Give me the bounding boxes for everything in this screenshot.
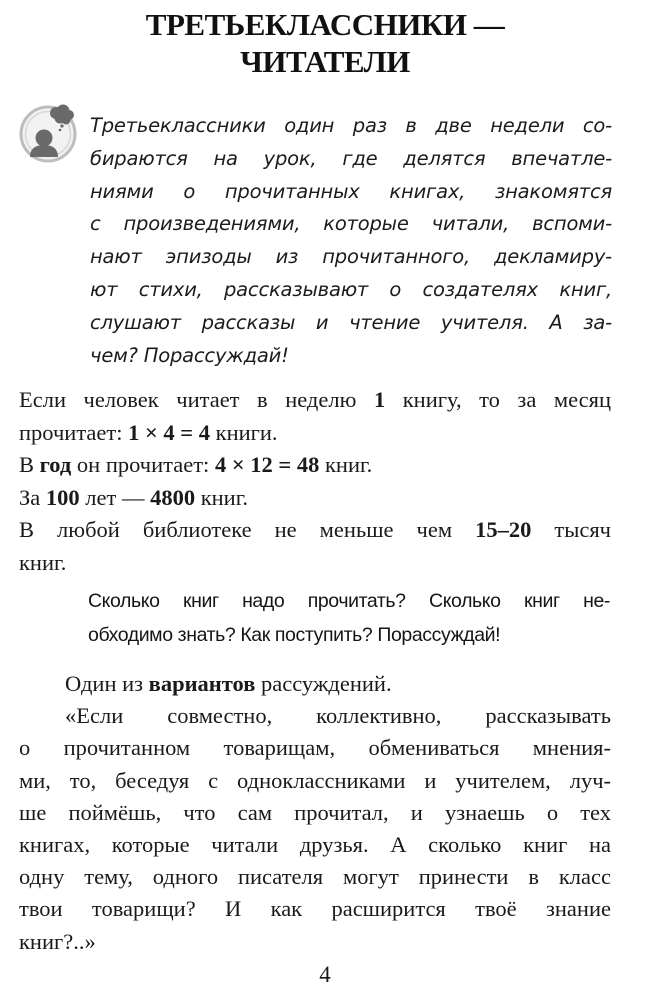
page-title [0,6,650,80]
question-block [88,584,610,652]
title-line-1: ТРЕТЬЕКЛАССНИКИ — [145,7,505,42]
calc-line: книг. [19,549,67,575]
reasoning-line: твои товарищи? И как расширится твоё знание [19,896,611,922]
intro-line: ют стихи, рассказывают о создателях книг, [90,277,612,301]
calculation-paragraph [19,384,611,579]
thinking-person-icon [18,100,82,164]
question-line: обходимо знать? Как поступить? Порассуждай! [88,624,501,646]
intro-paragraph [90,110,612,372]
reasoning-line: о прочитанном товарищам, обмениваться мнения- [19,735,611,761]
reasoning-line: «Если совместно, коллективно, рассказывать [65,703,611,729]
calc-line: В год он прочитает: 4 × 12 = 48 книг. [19,452,373,477]
reasoning-line: книгах, которые читали друзья. А сколько книг на [19,832,611,858]
title-line-2: ЧИТАТЕЛИ [240,44,410,79]
intro-line: нают эпизоды из прочитанного, декламиру- [90,245,612,269]
page-number: 4 [319,962,331,987]
reasoning-lead: Один из вариантов рассуждений. [65,671,392,696]
intro-line: с произведениями, которые читали, вспоми- [90,212,612,236]
calc-line: В любой библиотеке не меньше чем 15–20 тысяч [19,517,612,542]
calc-line: За 100 лет — 4800 книг. [19,484,249,510]
question-line: Сколько книг надо прочитать? Сколько книг не- [88,590,610,612]
reasoning-line: ми, то, беседуя с одноклассниками и учителем, луч- [19,767,611,793]
intro-line: ниями о прочитанных книгах, знакомятся [90,179,612,203]
reasoning-paragraph [19,668,611,958]
reasoning-line: ше поймёшь, что сам прочитал, и узнаешь о тех [19,799,611,825]
reasoning-line: книг?..» [19,928,96,954]
intro-line: слушают рассказы и чтение учителя. А за- [90,310,612,334]
intro-line: чем? Порассуждай! [90,343,289,367]
calc-line: прочитает: 1 × 4 = 4 книги. [19,419,278,445]
reasoning-line: одну тему, одного писателя могут принести в класс [19,864,611,890]
intro-line: Третьеклассники один раз в две недели со- [90,114,612,137]
intro-line: бираются на урок, где делятся впечатле- [90,146,612,170]
calc-line: Если человек читает в неделю 1 книгу, то за месяц [19,387,611,412]
